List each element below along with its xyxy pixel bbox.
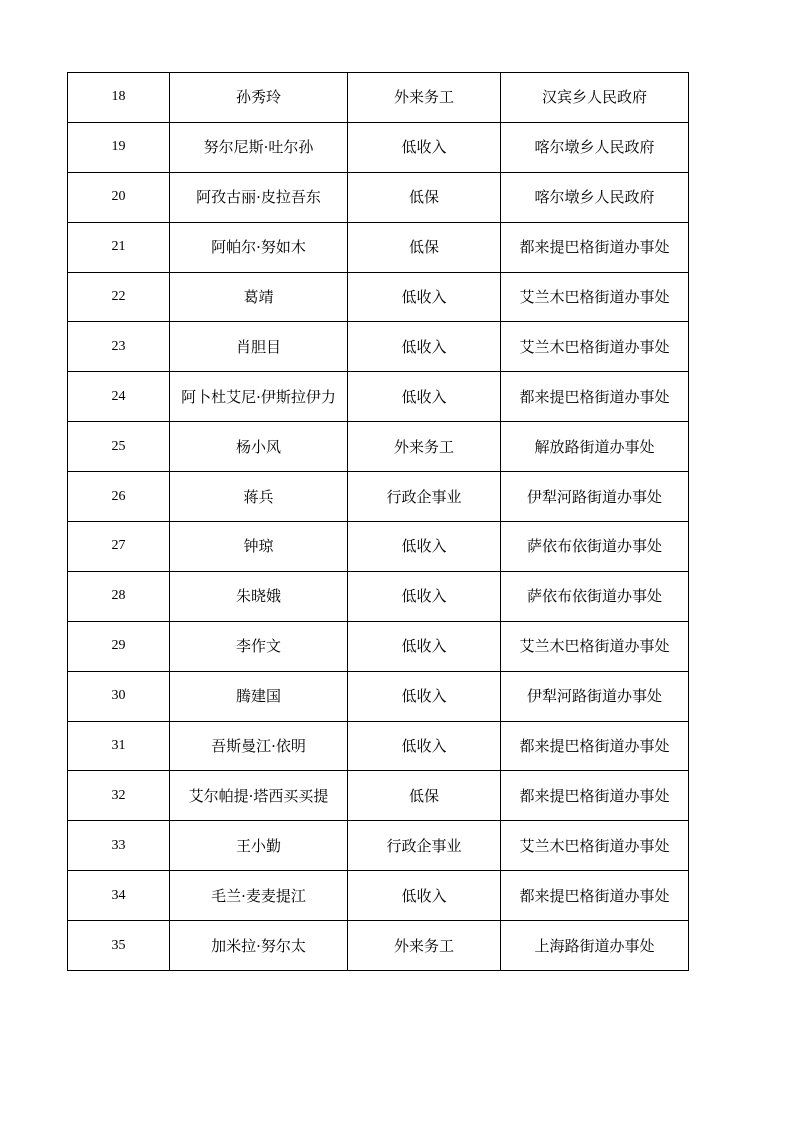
table-row [68, 172, 689, 222]
work-unit: 都来提巴格街道办事处 [501, 871, 689, 921]
person-category: 外来务工 [348, 921, 501, 971]
table-row [68, 222, 689, 272]
person-name: 朱晓娥 [170, 571, 348, 621]
row-number: 26 [68, 472, 170, 522]
row-number: 19 [68, 122, 170, 172]
person-category: 低收入 [348, 322, 501, 372]
work-unit: 都来提巴格街道办事处 [501, 721, 689, 771]
row-number: 32 [68, 771, 170, 821]
work-unit: 伊犁河路街道办事处 [501, 671, 689, 721]
person-category: 低收入 [348, 671, 501, 721]
row-number: 27 [68, 522, 170, 572]
table-row [68, 73, 689, 123]
row-number: 29 [68, 621, 170, 671]
row-number: 35 [68, 921, 170, 971]
table-row [68, 621, 689, 671]
table-row [68, 821, 689, 871]
person-name: 吾斯曼江·依明 [170, 721, 348, 771]
work-unit: 伊犁河路街道办事处 [501, 472, 689, 522]
person-name: 阿卜杜艾尼·伊斯拉伊力 [170, 372, 348, 422]
table-row [68, 871, 689, 921]
work-unit: 汉宾乡人民政府 [501, 73, 689, 123]
person-name: 蒋兵 [170, 472, 348, 522]
person-name: 杨小风 [170, 422, 348, 472]
table-row [68, 372, 689, 422]
person-name: 钟琼 [170, 522, 348, 572]
work-unit: 解放路街道办事处 [501, 422, 689, 472]
table-row [68, 322, 689, 372]
row-number: 28 [68, 571, 170, 621]
row-number: 25 [68, 422, 170, 472]
row-number: 20 [68, 172, 170, 222]
row-number: 23 [68, 322, 170, 372]
person-name: 阿孜古丽·皮拉吾东 [170, 172, 348, 222]
work-unit: 艾兰木巴格街道办事处 [501, 272, 689, 322]
table-row [68, 721, 689, 771]
person-category: 低收入 [348, 871, 501, 921]
work-unit: 都来提巴格街道办事处 [501, 222, 689, 272]
table-row [68, 272, 689, 322]
person-category: 低收入 [348, 372, 501, 422]
work-unit: 喀尔墩乡人民政府 [501, 122, 689, 172]
person-name: 孙秀玲 [170, 73, 348, 123]
row-number: 24 [68, 372, 170, 422]
work-unit: 都来提巴格街道办事处 [501, 372, 689, 422]
person-category: 低收入 [348, 122, 501, 172]
person-category: 低收入 [348, 571, 501, 621]
person-name: 阿帕尔·努如木 [170, 222, 348, 272]
person-category: 外来务工 [348, 73, 501, 123]
person-name: 毛兰·麦麦提江 [170, 871, 348, 921]
row-number: 22 [68, 272, 170, 322]
person-name: 加米拉·努尔太 [170, 921, 348, 971]
roster-body [68, 73, 689, 971]
work-unit: 艾兰木巴格街道办事处 [501, 621, 689, 671]
person-name: 李作文 [170, 621, 348, 671]
person-name: 腾建国 [170, 671, 348, 721]
row-number: 33 [68, 821, 170, 871]
work-unit: 萨依布依街道办事处 [501, 522, 689, 572]
person-name: 肖胆目 [170, 322, 348, 372]
person-category: 低收入 [348, 522, 501, 572]
person-category: 行政企事业 [348, 472, 501, 522]
table-row [68, 522, 689, 572]
person-category: 低保 [348, 172, 501, 222]
person-name: 努尔尼斯·吐尔孙 [170, 122, 348, 172]
person-category: 低收入 [348, 721, 501, 771]
person-category: 外来务工 [348, 422, 501, 472]
row-number: 34 [68, 871, 170, 921]
work-unit: 上海路街道办事处 [501, 921, 689, 971]
work-unit: 艾兰木巴格街道办事处 [501, 322, 689, 372]
person-name: 艾尔帕提·塔西买买提 [170, 771, 348, 821]
person-category: 行政企事业 [348, 821, 501, 871]
work-unit: 都来提巴格街道办事处 [501, 771, 689, 821]
person-category: 低保 [348, 771, 501, 821]
person-category: 低收入 [348, 621, 501, 671]
row-number: 21 [68, 222, 170, 272]
table-row [68, 671, 689, 721]
work-unit: 艾兰木巴格街道办事处 [501, 821, 689, 871]
row-number: 18 [68, 73, 170, 123]
row-number: 31 [68, 721, 170, 771]
work-unit: 喀尔墩乡人民政府 [501, 172, 689, 222]
person-category: 低收入 [348, 272, 501, 322]
work-unit: 萨依布依街道办事处 [501, 571, 689, 621]
table-row [68, 472, 689, 522]
table-row [68, 122, 689, 172]
table-row [68, 771, 689, 821]
table-row [68, 422, 689, 472]
roster-table [67, 72, 689, 971]
table-row [68, 571, 689, 621]
row-number: 30 [68, 671, 170, 721]
table-row [68, 921, 689, 971]
person-category: 低保 [348, 222, 501, 272]
person-name: 葛靖 [170, 272, 348, 322]
person-name: 王小勤 [170, 821, 348, 871]
